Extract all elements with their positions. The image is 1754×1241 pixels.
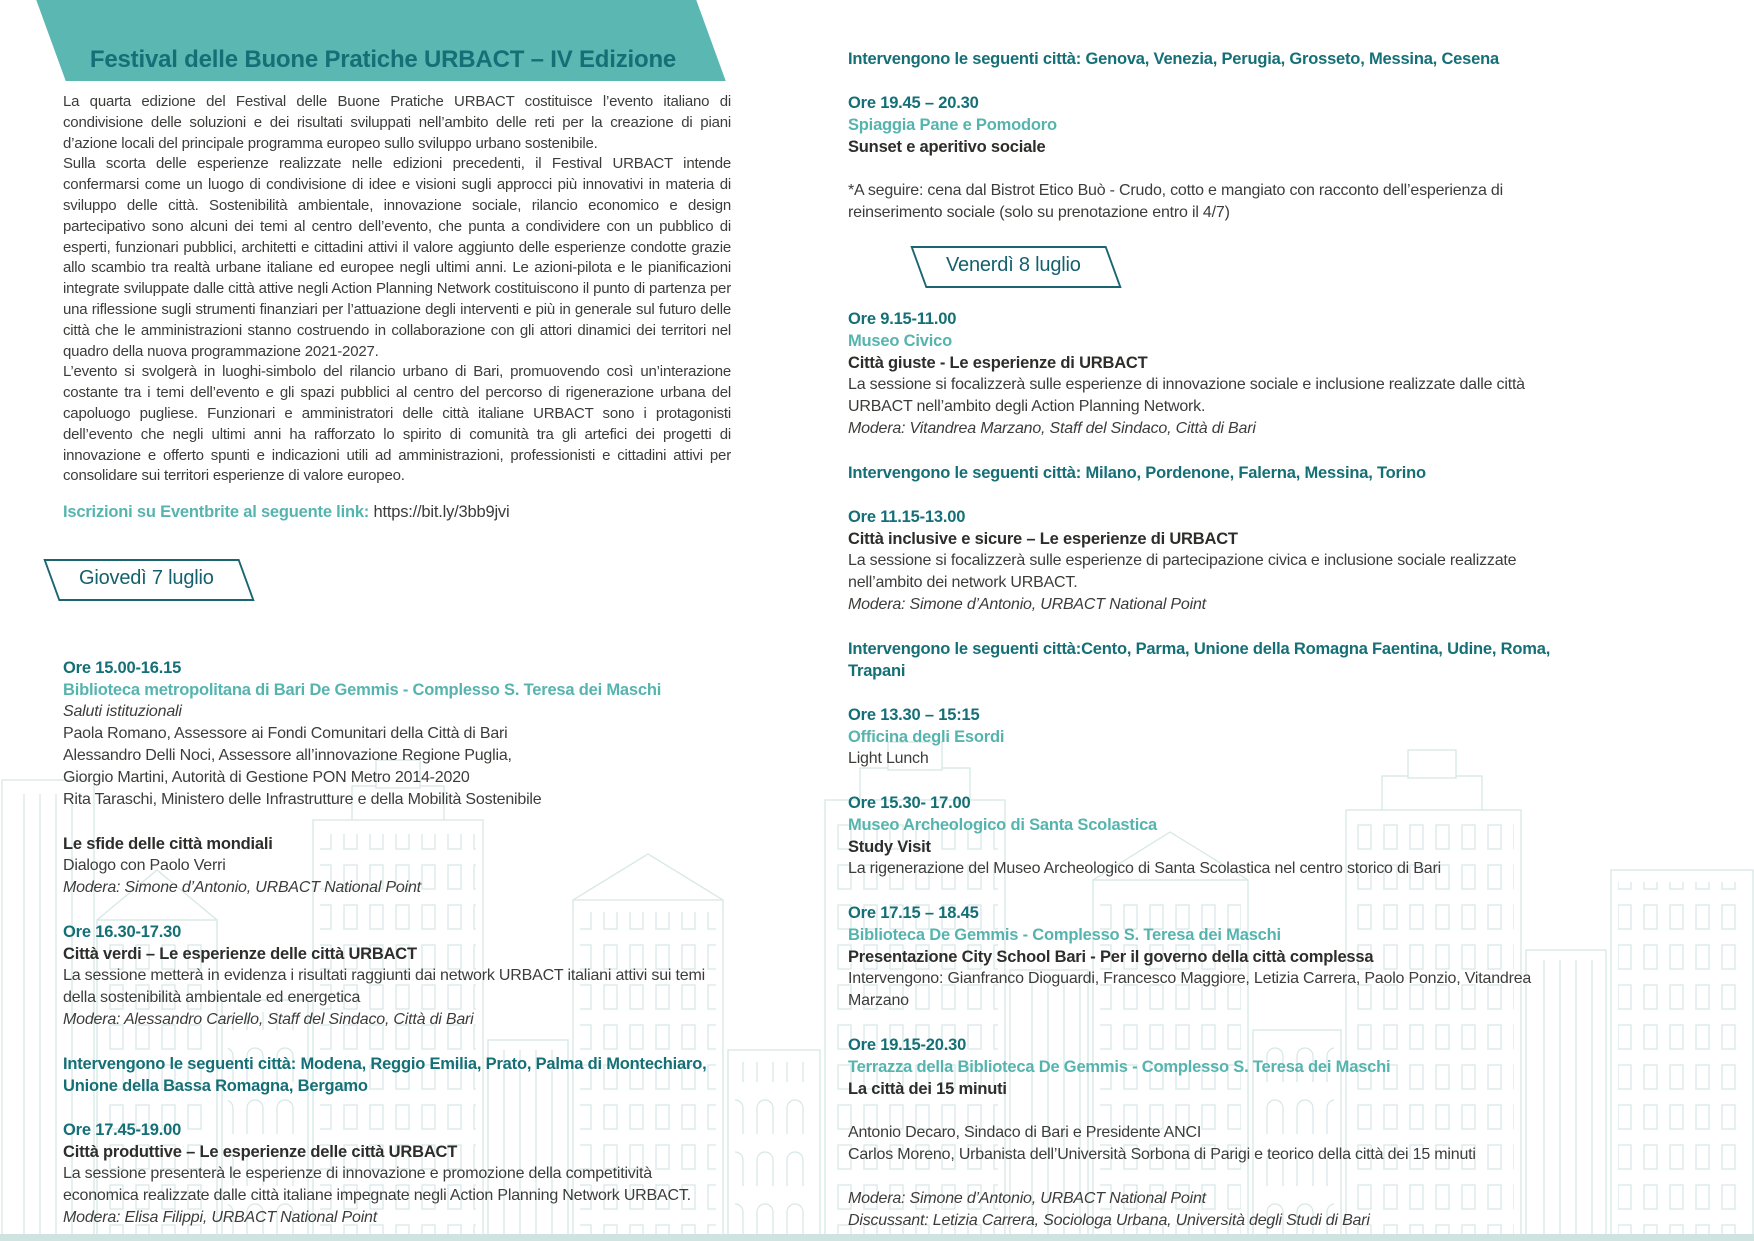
- program-line-title: Città verdi – Le esperienze delle città URBACT: [63, 945, 417, 964]
- right-column: [848, 48, 1553, 1241]
- program-block: [848, 704, 1553, 770]
- program-line-body: La sessione si focalizzerà sulle esperienze di partecipazione civica e inclusione sociale realizzate nell’ambito dei network URBACT.: [848, 552, 1517, 591]
- program-line-it: Saluti istituzionali: [63, 703, 182, 721]
- thursday-program: [63, 657, 731, 1229]
- day-box-label: Giovedì 7 luglio: [79, 567, 214, 590]
- program-line-time: Ore 17.15 – 18.45: [848, 904, 979, 922]
- program-line-body: Intervengono: Gianfranco Dioguardi, Francesco Maggiore, Letizia Carrera, Paolo Ponzio, Vitandrea Marzano: [848, 970, 1532, 1009]
- registration-row: [63, 501, 731, 523]
- program-line-body: Giorgio Martini, Autorità di Gestione PON Metro 2014-2020: [63, 769, 470, 787]
- program-line-interv: Intervengono le seguenti città:Cento, Parma, Unione della Romagna Faentina, Udine, Roma, Trapani: [848, 640, 1551, 680]
- program-line-body: Antonio Decaro, Sindaco di Bari e Presidente ANCI: [848, 1124, 1202, 1141]
- program-line-time: Ore 15.00-16.15: [63, 659, 182, 678]
- program-line-time: Ore 19.45 – 20.30: [848, 94, 979, 112]
- program-line-body: Paola Romano, Assessore ai Fondi Comunitari della Città di Bari: [63, 725, 508, 743]
- program-line-body: Alessandro Delli Noci, Assessore all’innovazione Regione Puglia,: [63, 747, 512, 765]
- left-column: [63, 92, 731, 1241]
- program-line-body: La sessione metterà in evidenza i risultati raggiunti dai network URBACT italiani attivi sui temi della sostenibilità ambientale ed energetica: [63, 967, 705, 1007]
- program-block: [848, 462, 1553, 484]
- program-block: [63, 921, 731, 1031]
- program-line-time: Ore 16.30-17.30: [63, 923, 182, 942]
- program-line-time: Ore 15.30- 17.00: [848, 794, 971, 812]
- program-line-body: *A seguire: cena dal Bistrot Etico Buò - Crudo, cotto e mangiato con racconto dell’esperienza di reinserimento sociale (solo su prenotazione entro il 4/7): [848, 182, 1503, 221]
- program-line-it: Modera: Simone d’Antonio, URBACT National Point: [848, 596, 1206, 613]
- program-line-venue: Officina degli Esordi: [848, 728, 1005, 746]
- program-block: [848, 48, 1553, 70]
- program-block: [848, 506, 1553, 616]
- program-block: [848, 180, 1553, 224]
- program-line-title: Città inclusive e sicure – Le esperienze di URBACT: [848, 530, 1238, 548]
- program-block: [848, 638, 1553, 682]
- program-line-interv: Intervengono le seguenti città: Modena, Reggio Emilia, Prato, Palma di Montechiaro, Unione della Bassa Romagna, Bergamo: [63, 1055, 707, 1096]
- program-line-venue: Museo Civico: [848, 332, 952, 350]
- thursday-evening-program: [848, 48, 1553, 224]
- program-block: [848, 92, 1553, 158]
- program-line-venue: Terrazza della Biblioteca De Gemmis - Complesso S. Teresa dei Maschi: [848, 1058, 1391, 1076]
- program-line-it: Modera: Simone d’Antonio, URBACT National Point: [848, 1190, 1206, 1207]
- program-line-it: Modera: Alessandro Cariello, Staff del Sindaco, Città di Bari: [63, 1011, 474, 1029]
- program-line-time: Ore 9.15-11.00: [848, 310, 957, 328]
- friday-program: [848, 308, 1553, 1232]
- intro-paragraph: Sulla scorta delle esperienze realizzate nelle edizioni precedenti, il Festival URBACT intende confermarsi come un luogo di condivisione di idee e visioni sugli approcci più innovativi in materia di sviluppo delle città. Sostenibilità ambientale, innovazione sociale, rilancio economico e design partecipativo sono alcuni dei temi al centro dell’evento, che punta a condividere con un pubblico di esperti, funzionari pubblici, architetti e cittadini attivi il valore aggiunto delle esperienze condotte grazie allo scambio tra realtà urbane italiane ed europee negli ultimi anni. Le azioni-pilota e le pianificazioni integrate sviluppate dalle città attive negli Action Planning Network costituiscono il punto di partenza per una riflessione sugli strumenti finanziari per l’attuazione degli interventi e più in generale sul futuro delle città che le amministrazioni stanno costruendo in collaborazione con gli attori dinamici dei territori nel quadro della nuova programmazione 2021-2027.: [63, 155, 731, 360]
- program-line-time: Ore 13.30 – 15:15: [848, 706, 980, 724]
- program-block: [63, 1119, 731, 1229]
- program-block: [848, 1034, 1553, 1100]
- program-line-body: La sessione si focalizzerà sulle esperienze di innovazione sociale e inclusione realizzate dalle città URBACT nell’ambito degli Action Planning Network.: [848, 376, 1525, 415]
- program-line-it: Discussant: Letizia Carrera, Sociologa Urbana, Università degli Studi di Bari: [848, 1212, 1370, 1229]
- program-line-venue: Biblioteca metropolitana di Bari De Gemmis - Complesso S. Teresa dei Maschi: [63, 681, 662, 700]
- program-line-it: Modera: Vitandrea Marzano, Staff del Sindaco, Città di Bari: [848, 420, 1256, 437]
- registration-link[interactable]: https://bit.ly/3bb9jvi: [373, 503, 510, 522]
- page-title: Festival delle Buone Pratiche URBACT – IV Edizione: [89, 46, 677, 73]
- program-line-venue: Biblioteca De Gemmis - Complesso S. Teresa dei Maschi: [848, 926, 1281, 944]
- program-block: [848, 308, 1553, 440]
- program-line-body: La rigenerazione del Museo Archeologico di Santa Scolastica nel centro storico di Bari: [848, 860, 1441, 877]
- program-block: [848, 902, 1553, 1012]
- registration-label: Iscrizioni su Eventbrite al seguente link:: [63, 503, 370, 522]
- program-block: [848, 792, 1553, 880]
- program-line-interv: Intervengono le seguenti città: Genova, Venezia, Perugia, Grosseto, Messina, Cesena: [848, 50, 1499, 68]
- program-block: [848, 1188, 1553, 1232]
- day-box-thursday: [51, 559, 731, 601]
- program-block: [63, 833, 731, 899]
- intro-paragraph: La quarta edizione del Festival delle Buone Pratiche URBACT costituisce l’evento italiano di condivisione delle soluzioni e dei risultati sviluppati nell’ambito delle reti per la creazione di piani d’azione locali del principale programma europeo sullo sviluppo urbano sostenibile.: [63, 93, 731, 152]
- program-line-body: Rita Taraschi, Ministero delle Infrastrutture e della Mobilità Sostenibile: [63, 791, 542, 809]
- program-line-title: Study Visit: [848, 838, 931, 856]
- program-line-time: Ore 17.45-19.00: [63, 1121, 182, 1140]
- program-line-body: Light Lunch: [848, 750, 929, 767]
- program-line-title: Le sfide delle città mondiali: [63, 835, 273, 854]
- program-line-title: Sunset e aperitivo sociale: [848, 138, 1046, 156]
- program-line-venue: Museo Archeologico di Santa Scolastica: [848, 816, 1158, 834]
- program-line-it: Modera: Elisa Filippi, URBACT National Point: [63, 1209, 377, 1227]
- program-line-time: Ore 11.15-13.00: [848, 508, 966, 526]
- program-block: [63, 1053, 731, 1097]
- program-block: [63, 657, 731, 811]
- program-line-title: Città giuste - Le esperienze di URBACT: [848, 354, 1148, 372]
- program-line-title: Presentazione City School Bari - Per il governo della città complessa: [848, 948, 1374, 966]
- intro-paragraph: L’evento si svolgerà in luoghi-simbolo del rilancio urbano di Bari, promuovendo così un’interazione costante tra i temi dell’evento e gli spazi pubblici al centro del percorso di rigenerazione urbana del capoluogo pugliese. Funzionari e amministratori delle città italiane URBACT sono i protagonisti dell’evento che negli ultimi anni ha rafforzato lo spirito di comunità tra gli artefici dei progetti di innovazione e offerto spunti e indicazioni utili ad amministrazioni, professionisti e cittadini attivi per consolidare sui territori esperienze di valore europeo.: [63, 363, 731, 485]
- program-line-body: Dialogo con Paolo Verri: [63, 857, 226, 875]
- bottom-accent-bar: [0, 1234, 1754, 1241]
- program-line-venue: Spiaggia Pane e Pomodoro: [848, 116, 1057, 134]
- program-line-it: Modera: Simone d’Antonio, URBACT National Point: [63, 879, 421, 897]
- day-box-friday: [918, 246, 1553, 288]
- program-line-body: La sessione presenterà le esperienze di innovazione e promozione della competitività economica realizzate dalle città italiane impegnate negli Action Planning Network URBACT.: [63, 1165, 691, 1205]
- program-line-title: Città produttive – Le esperienze delle città URBACT: [63, 1143, 458, 1162]
- title-banner: [0, 0, 760, 84]
- program-line-interv: Intervengono le seguenti città: Milano, Pordenone, Falerna, Messina, Torino: [848, 464, 1426, 482]
- day-box-label: Venerdì 8 luglio: [946, 254, 1081, 276]
- program-line-title: La città dei 15 minuti: [848, 1080, 1007, 1098]
- program-line-body: Carlos Moreno, Urbanista dell’Università Sorbona di Parigi e teorico della città dei 15 minuti: [848, 1146, 1476, 1163]
- program-line-time: Ore 19.15-20.30: [848, 1036, 967, 1054]
- program-block: [848, 1122, 1553, 1166]
